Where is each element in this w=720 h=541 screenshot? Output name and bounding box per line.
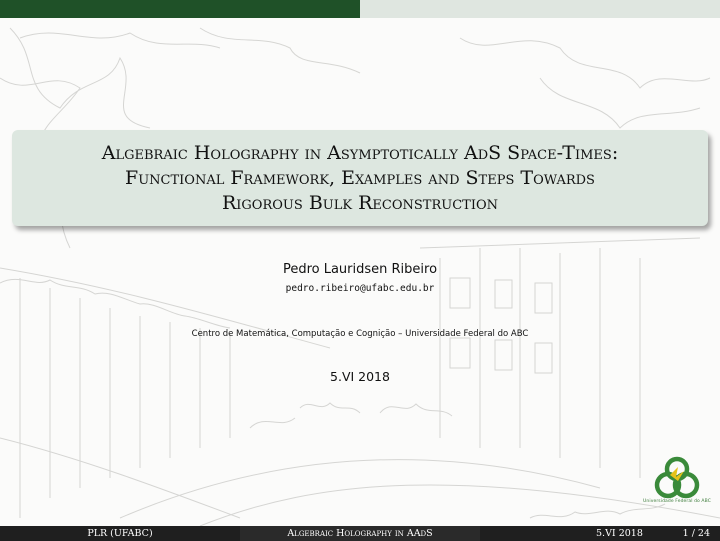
presentation-title xyxy=(12,141,708,216)
presentation-date: 5.VI 2018 xyxy=(330,369,390,384)
logo-label: Universidade Federal do ABC xyxy=(643,499,711,504)
institute: Centro de Matemática, Computação e Cognição – Universidade Federal do ABC xyxy=(191,329,529,339)
footer-date: 5.VI 2018 xyxy=(596,528,643,539)
progress-fill xyxy=(0,0,360,18)
footer xyxy=(0,526,720,541)
progress-bar xyxy=(0,0,720,18)
author-email[interactable]: pedro.ribeiro@ufabc.edu.br xyxy=(285,283,435,294)
footer-author: PLR (UFABC) xyxy=(0,526,240,541)
title-block xyxy=(12,130,708,226)
footer-title: Algebraic Holography in AAdS xyxy=(240,526,480,541)
author-name: Pedro Lauridsen Ribeiro xyxy=(282,262,438,277)
title-line-3: Rigorous Bulk Reconstruction xyxy=(221,192,498,214)
title-line-2: Functional Framework, Examples and Steps Towards xyxy=(125,167,595,189)
footer-page-number: 1 / 24 xyxy=(682,528,710,539)
title-line-1: Algebraic Holography in Asymptotically AdS Space-Times: xyxy=(101,142,619,164)
footer-right xyxy=(480,526,720,541)
